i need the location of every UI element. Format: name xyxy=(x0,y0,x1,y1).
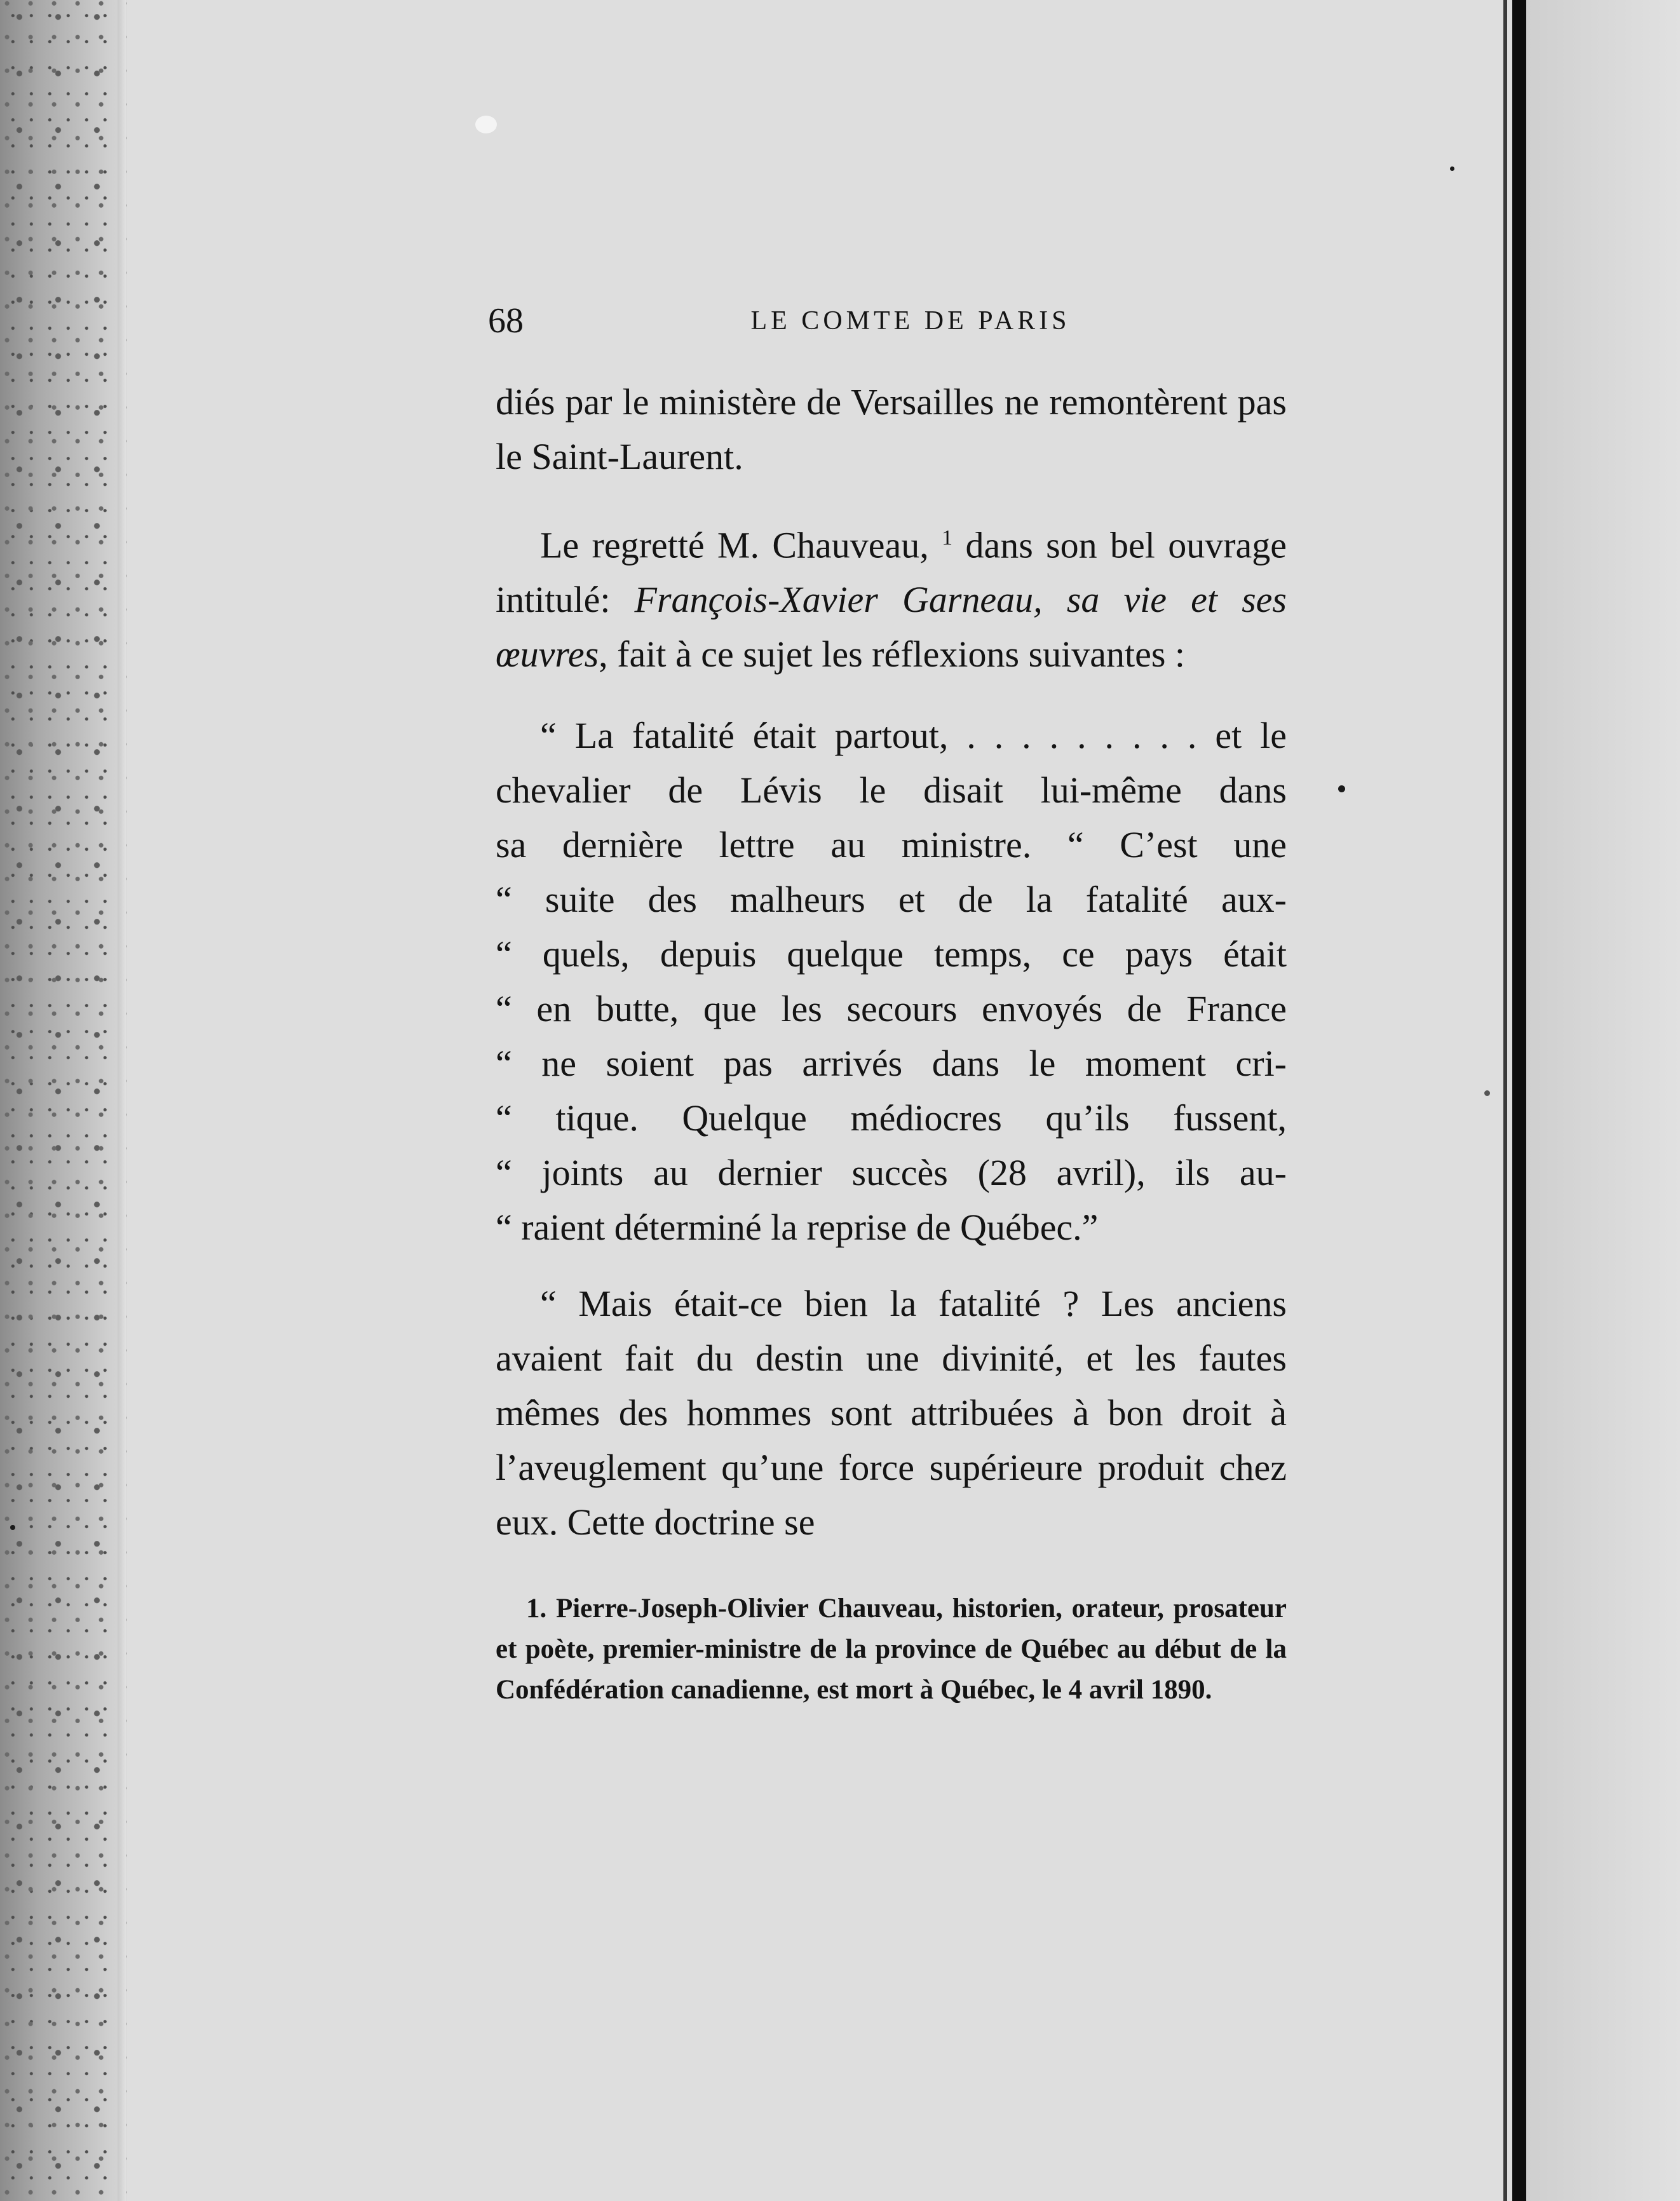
spine-edge xyxy=(118,0,126,2201)
page-edge-dark-bar xyxy=(1512,0,1526,2201)
paragraph-text: dans son bel ouvrage intitulé: xyxy=(496,524,1287,621)
running-header xyxy=(488,299,1295,343)
book-title-italic: François-Xavier Garneau, sa vie et ses œuvres xyxy=(496,579,1287,675)
quote-line: “ tique. Quelque médiocres qu’ils fussent, xyxy=(496,1097,1287,1139)
quote-line: chevalier de Lévis le disait lui-même dans xyxy=(496,769,1287,811)
running-head-title: LE COMTE DE PARIS xyxy=(750,306,1071,335)
quote-line: “ suite des malheurs et de la fatalité aux- xyxy=(496,879,1287,921)
quote-line: “ ne soient pas arrivés dans le moment cri- xyxy=(496,1043,1287,1085)
quote-line: “ joints au dernier succès (28 avril), ils au- xyxy=(496,1152,1287,1194)
paragraph-continued: diés par le ministère de Versailles ne remontèrent pas le Saint-Laurent. xyxy=(496,381,1287,477)
ink-speck xyxy=(1338,785,1345,792)
paragraph-chauveau xyxy=(496,511,1287,682)
quote-line: “ en butte, que les secours envoyés de France xyxy=(496,988,1287,1030)
page-edge-shadow xyxy=(1503,0,1507,2201)
quote-line: sa dernière lettre au ministre. “ C’est une xyxy=(496,824,1287,866)
quote-line: “ raient déterminé la reprise de Québec.” xyxy=(496,1207,1099,1249)
ink-speck xyxy=(1484,1090,1490,1096)
ink-speck xyxy=(1450,166,1454,171)
ink-speck xyxy=(475,116,497,133)
footnote-reference: 1 xyxy=(942,526,953,550)
footnote xyxy=(496,1588,1287,1710)
ink-speck xyxy=(10,1525,15,1530)
paragraph-fatalite: “ Mais était-ce bien la fatalité ? Les anciens avaient fait du destin une divinité, et les fautes mêmes des hommes sont attribuées à bon droit à l’aveuglement qu’une force supérieure produit chez eux. Cette doctrine se xyxy=(496,1283,1287,1543)
paragraph-text: Le regretté M. Chauveau, xyxy=(540,524,929,566)
facing-page-edge xyxy=(1526,0,1680,2201)
quote-line: “ La fatalité était partout, . . . . . . . . . et le xyxy=(540,715,1287,757)
body-text xyxy=(496,375,1287,1576)
footnote-text: 1. Pierre-Joseph-Olivier Chauveau, historien, orateur, prosateur et poète, premier-ministre de la province de Québec au début de la Confédération canadienne, est mort à Québec, le 4 avril 1890. xyxy=(496,1594,1287,1705)
quotation-paragraph xyxy=(496,708,1287,1255)
quote-line: “ quels, depuis quelque temps, ce pays était xyxy=(496,933,1287,975)
paragraph-text: , fait à ce sujet les réflexions suivantes : xyxy=(599,633,1186,675)
book-spine xyxy=(0,0,127,2201)
page-number: 68 xyxy=(488,301,524,341)
